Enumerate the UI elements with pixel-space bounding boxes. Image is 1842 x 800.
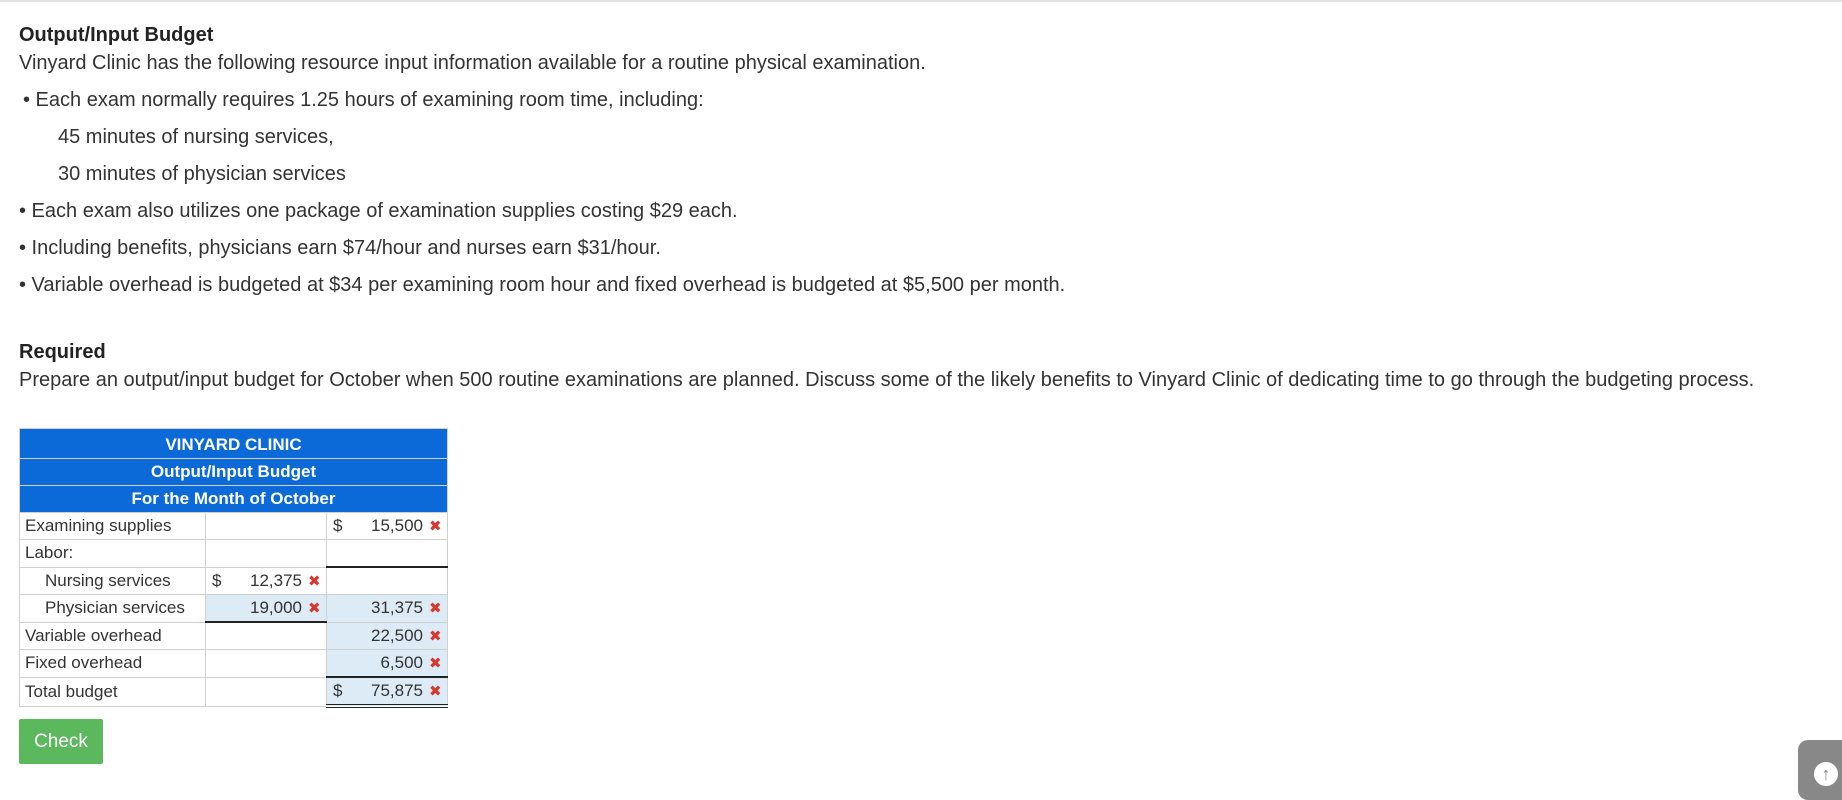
problem-heading: Output/Input Budget — [19, 24, 214, 46]
table-header-company: VINYARD CLINIC — [20, 429, 448, 459]
check-button[interactable]: Check — [19, 719, 103, 764]
empty-cell — [206, 622, 327, 650]
variable-overhead-input[interactable] — [327, 622, 448, 650]
supplies-input[interactable] — [327, 513, 448, 540]
problem-intro: Vinyard Clinic has the following resource input information available for a routine physical examination. — [19, 52, 926, 74]
total-budget-value: 75,875 — [371, 681, 423, 700]
dollar-sign: $ — [212, 570, 222, 590]
supplies-value: 15,500 — [371, 516, 423, 535]
bullet-physician-minutes: 30 minutes of physician services — [58, 163, 346, 185]
row-label-supplies: Examining supplies — [20, 513, 206, 540]
labor-total-input[interactable] — [327, 595, 448, 623]
empty-cell — [206, 513, 327, 540]
problem-content — [19, 22, 1829, 708]
table-row — [20, 567, 448, 595]
empty-cell — [206, 650, 327, 678]
row-label-nursing: Nursing services — [20, 567, 206, 595]
physician-input[interactable] — [206, 595, 327, 623]
incorrect-icon: ✖ — [429, 627, 442, 645]
empty-cell — [206, 540, 327, 568]
bullet-exam-time: • Each exam normally requires 1.25 hours of examining room time, including: — [23, 89, 704, 111]
incorrect-icon: ✖ — [308, 600, 321, 617]
incorrect-icon: ✖ — [308, 572, 321, 590]
top-divider — [0, 0, 1842, 2]
fixed-overhead-value: 6,500 — [380, 653, 423, 672]
table-row — [20, 622, 448, 650]
required-heading: Required — [19, 341, 106, 363]
dollar-sign: $ — [333, 516, 343, 535]
bullet-overhead: • Variable overhead is budgeted at $34 per examining room hour and fixed overhead is budgeted at $5,500 per month. — [19, 274, 1066, 296]
table-row — [20, 540, 448, 568]
table-row — [20, 595, 448, 623]
labor-total-value: 31,375 — [371, 598, 423, 618]
scroll-to-top-button[interactable] — [1798, 740, 1842, 800]
required-text: Prepare an output/input budget for October when 500 routine examinations are planned. Discuss some of the likely benefits to Vinyard Clinic of dedicating time to go through the budgeting process. — [19, 369, 1755, 391]
empty-cell — [327, 540, 448, 568]
incorrect-icon: ✖ — [429, 655, 442, 672]
bullet-supplies: • Each exam also utilizes one package of examination supplies costing $29 each. — [19, 200, 738, 222]
physician-value: 19,000 — [250, 598, 302, 617]
budget-table — [19, 428, 448, 708]
row-label-fixed-overhead: Fixed overhead — [20, 650, 206, 678]
row-label-labor: Labor: — [20, 540, 206, 568]
dollar-sign: $ — [333, 681, 343, 700]
table-row — [20, 677, 448, 706]
empty-cell — [206, 677, 327, 706]
variable-overhead-value: 22,500 — [371, 625, 423, 645]
table-row — [20, 650, 448, 678]
incorrect-icon: ✖ — [429, 518, 442, 535]
row-label-variable-overhead: Variable overhead — [20, 622, 206, 650]
row-label-physician: Physician services — [20, 595, 206, 623]
empty-cell — [327, 567, 448, 595]
nursing-input[interactable] — [206, 567, 327, 595]
bullet-wages: • Including benefits, physicians earn $74/hour and nurses earn $31/hour. — [19, 237, 661, 259]
arrow-up-circle-icon: ↑ — [1814, 762, 1838, 786]
table-row — [20, 513, 448, 540]
incorrect-icon: ✖ — [429, 600, 442, 618]
nursing-value: 12,375 — [250, 570, 302, 590]
fixed-overhead-input[interactable] — [327, 650, 448, 678]
incorrect-icon: ✖ — [429, 683, 442, 700]
table-header-title: Output/Input Budget — [20, 459, 448, 486]
bullet-nursing-minutes: 45 minutes of nursing services, — [58, 126, 334, 148]
table-header-period: For the Month of October — [20, 486, 448, 513]
total-budget-input[interactable] — [327, 677, 448, 706]
row-label-total-budget: Total budget — [20, 677, 206, 706]
